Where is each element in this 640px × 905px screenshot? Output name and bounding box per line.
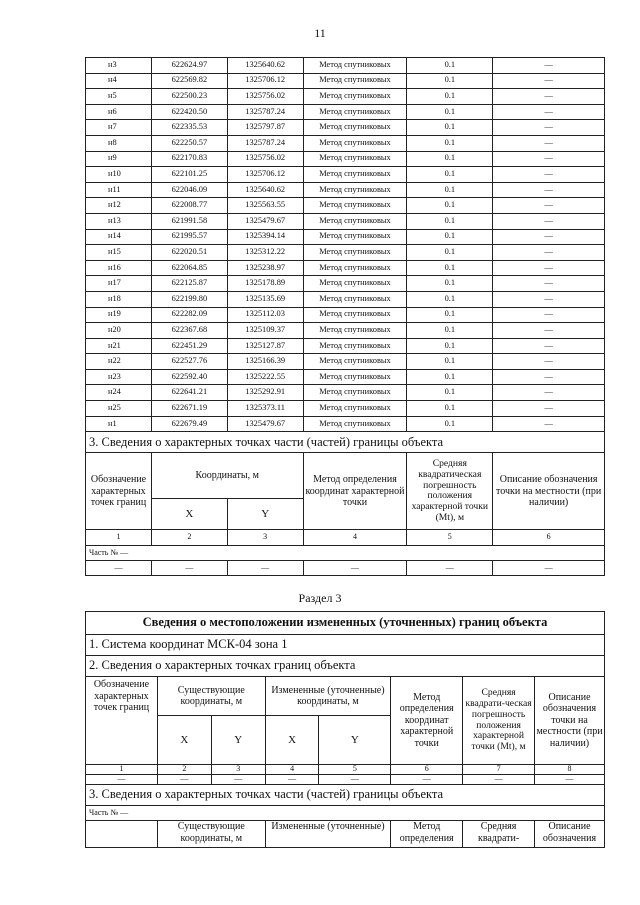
t2-partial-header-description: Описание обозначения (535, 821, 605, 848)
t2-header-y-existing: Y (211, 716, 265, 765)
cell-description: — (493, 369, 605, 385)
cell-accuracy: 0.1 (407, 338, 493, 354)
cell-coord-x: 622641.21 (151, 385, 227, 401)
cell-description: — (493, 120, 605, 136)
coordinates-table (85, 57, 605, 576)
table-row (86, 104, 605, 120)
cell-coord-x: 622064.85 (151, 260, 227, 276)
cell-description: — (493, 58, 605, 74)
cell-method: Метод спутниковых (303, 229, 407, 245)
table-row (86, 354, 605, 370)
cell-accuracy: 0.1 (407, 276, 493, 292)
index-cell: 3 (211, 765, 265, 775)
table2-title: Сведения о местоположении измененных (уточненных) границ объекта (86, 612, 605, 635)
cell-description: — (493, 291, 605, 307)
table-row (86, 167, 605, 183)
cell-point-id: н15 (86, 245, 152, 261)
cell-coord-y: 1325640.62 (227, 182, 303, 198)
t2-header-existing: Существующие координаты, м (157, 677, 265, 716)
cell-accuracy: 0.1 (407, 401, 493, 417)
cell-method: Метод спутниковых (303, 401, 407, 417)
empty-cell: — (319, 775, 391, 785)
t2-partial-header-designation (86, 821, 158, 848)
index-cell: 5 (319, 765, 391, 775)
table-row (86, 369, 605, 385)
page-number: 11 (314, 26, 326, 40)
cell-point-id: н4 (86, 73, 152, 89)
index-cell: 5 (407, 530, 493, 546)
cell-point-id: н24 (86, 385, 152, 401)
table-row (86, 89, 605, 105)
cell-point-id: н20 (86, 323, 152, 339)
t2-part-label: Часть № — (86, 806, 605, 821)
coordinates-table-body (86, 58, 605, 432)
table-row (86, 323, 605, 339)
empty-cell: — (86, 560, 152, 576)
header-method: Метод определения координат характерной точки (303, 453, 407, 530)
index-cell: 4 (265, 765, 319, 775)
cell-description: — (493, 198, 605, 214)
cell-point-id: н17 (86, 276, 152, 292)
table-row (86, 198, 605, 214)
cell-point-id: н5 (86, 89, 152, 105)
cell-description: — (493, 401, 605, 417)
cell-accuracy: 0.1 (407, 307, 493, 323)
cell-point-id: н10 (86, 167, 152, 183)
index-cell: 4 (303, 530, 407, 546)
table-row (86, 307, 605, 323)
cell-point-id: н12 (86, 198, 152, 214)
cell-coord-y: 1325109.37 (227, 323, 303, 339)
cell-coord-y: 1325238.97 (227, 260, 303, 276)
cell-method: Метод спутниковых (303, 245, 407, 261)
cell-coord-x: 622101.25 (151, 167, 227, 183)
cell-method: Метод спутниковых (303, 198, 407, 214)
table-row (86, 260, 605, 276)
t2-header-x-existing: X (157, 716, 211, 765)
table-row (86, 58, 605, 74)
cell-point-id: н8 (86, 135, 152, 151)
t2-partial-header-method: Метод определения (391, 821, 463, 848)
cell-method: Метод спутниковых (303, 416, 407, 432)
cell-point-id: н7 (86, 120, 152, 136)
header-x: X (151, 499, 227, 530)
index-cell: 7 (463, 765, 535, 775)
cell-method: Метод спутниковых (303, 307, 407, 323)
cell-coord-x: 622592.40 (151, 369, 227, 385)
index-cell: 2 (157, 765, 211, 775)
cell-method: Метод спутниковых (303, 369, 407, 385)
cell-method: Метод спутниковых (303, 89, 407, 105)
cell-description: — (493, 354, 605, 370)
table2-section2: 2. Сведения о характерных точках границ объекта (86, 656, 605, 677)
cell-description: — (493, 213, 605, 229)
header-coordinates: Координаты, м (151, 453, 303, 499)
t2-index-row (86, 765, 605, 775)
empty-cell: — (535, 775, 605, 785)
empty-cell: — (151, 560, 227, 576)
cell-coord-y: 1325373.11 (227, 401, 303, 417)
cell-coord-x: 622679.49 (151, 416, 227, 432)
cell-description: — (493, 135, 605, 151)
table-row (86, 416, 605, 432)
cell-point-id: н3 (86, 58, 152, 74)
t2-partial-header-changed: Измененные (уточненные) (265, 821, 391, 848)
cell-accuracy: 0.1 (407, 385, 493, 401)
empty-cell: — (265, 775, 319, 785)
cell-method: Метод спутниковых (303, 151, 407, 167)
cell-accuracy: 0.1 (407, 369, 493, 385)
table-row (86, 151, 605, 167)
cell-accuracy: 0.1 (407, 89, 493, 105)
cell-coord-y: 1325640.62 (227, 58, 303, 74)
cell-coord-x: 622671.19 (151, 401, 227, 417)
cell-method: Метод спутниковых (303, 213, 407, 229)
cell-method: Метод спутниковых (303, 323, 407, 339)
cell-coord-y: 1325394.14 (227, 229, 303, 245)
cell-description: — (493, 182, 605, 198)
cell-coord-x: 622569.82 (151, 73, 227, 89)
header-y: Y (227, 499, 303, 530)
t2-header-changed: Измененные (уточненные) координаты, м (265, 677, 391, 716)
cell-description: — (493, 245, 605, 261)
cell-description: — (493, 338, 605, 354)
t2-header-accuracy: Средняя квадрати-ческая погрешность положения характерной точки (Mt), м (463, 677, 535, 765)
cell-description: — (493, 229, 605, 245)
cell-accuracy: 0.1 (407, 73, 493, 89)
empty-cell: — (157, 775, 211, 785)
cell-coord-y: 1325563.55 (227, 198, 303, 214)
header-accuracy: Средняя квадратическая погрешность положения характерной точки (Mt), м (407, 453, 493, 530)
cell-coord-x: 621995.57 (151, 229, 227, 245)
cell-description: — (493, 151, 605, 167)
cell-coord-y: 1325222.55 (227, 369, 303, 385)
empty-cell: — (211, 775, 265, 785)
cell-coord-x: 622199.80 (151, 291, 227, 307)
cell-coord-x: 622527.76 (151, 354, 227, 370)
cell-coord-x: 622282.09 (151, 307, 227, 323)
table-row (86, 385, 605, 401)
index-cell: 6 (391, 765, 463, 775)
cell-description: — (493, 385, 605, 401)
cell-accuracy: 0.1 (407, 198, 493, 214)
cell-coord-x: 622008.77 (151, 198, 227, 214)
cell-coord-x: 622420.50 (151, 104, 227, 120)
table-row (86, 245, 605, 261)
table-row (86, 276, 605, 292)
cell-accuracy: 0.1 (407, 135, 493, 151)
cell-point-id: н6 (86, 104, 152, 120)
cell-coord-y: 1325756.02 (227, 151, 303, 167)
index-cell: 1 (86, 765, 158, 775)
empty-cell: — (391, 775, 463, 785)
cell-coord-x: 621991.58 (151, 213, 227, 229)
cell-accuracy: 0.1 (407, 120, 493, 136)
cell-coord-y: 1325479.67 (227, 416, 303, 432)
table-row (86, 213, 605, 229)
cell-accuracy: 0.1 (407, 260, 493, 276)
t2-empty-row (86, 775, 605, 785)
t2-partial-header-accuracy: Средняя квадрати- (463, 821, 535, 848)
cell-point-id: н18 (86, 291, 152, 307)
empty-cell: — (227, 560, 303, 576)
cell-description: — (493, 416, 605, 432)
cell-accuracy: 0.1 (407, 58, 493, 74)
cell-coord-x: 622500.23 (151, 89, 227, 105)
t2-partial-header-existing: Существующие координаты, м (157, 821, 265, 848)
cell-accuracy: 0.1 (407, 229, 493, 245)
index-cell: 3 (227, 530, 303, 546)
cell-description: — (493, 73, 605, 89)
changed-boundaries-table (85, 611, 605, 848)
empty-cell: — (303, 560, 407, 576)
cell-method: Метод спутниковых (303, 291, 407, 307)
cell-method: Метод спутниковых (303, 104, 407, 120)
cell-method: Метод спутниковых (303, 167, 407, 183)
cell-method: Метод спутниковых (303, 385, 407, 401)
cell-accuracy: 0.1 (407, 245, 493, 261)
table-row (86, 73, 605, 89)
cell-coord-y: 1325135.69 (227, 291, 303, 307)
cell-description: — (493, 307, 605, 323)
cell-description: — (493, 260, 605, 276)
table-row (86, 182, 605, 198)
cell-coord-x: 622624.97 (151, 58, 227, 74)
cell-coord-y: 1325178.89 (227, 276, 303, 292)
empty-cell: — (407, 560, 493, 576)
empty-cell: — (493, 560, 605, 576)
cell-point-id: н19 (86, 307, 152, 323)
cell-coord-x: 622335.53 (151, 120, 227, 136)
cell-coord-y: 1325292.91 (227, 385, 303, 401)
cell-point-id: н25 (86, 401, 152, 417)
part-label: Часть № — (86, 545, 605, 560)
cell-method: Метод спутниковых (303, 338, 407, 354)
cell-description: — (493, 104, 605, 120)
cell-accuracy: 0.1 (407, 323, 493, 339)
cell-coord-y: 1325479.67 (227, 213, 303, 229)
cell-method: Метод спутниковых (303, 354, 407, 370)
t2-header-method: Метод определения координат характерной точки (391, 677, 463, 765)
cell-point-id: н23 (86, 369, 152, 385)
header-designation: Обозначение характерных точек границ (86, 453, 152, 530)
cell-point-id: н13 (86, 213, 152, 229)
cell-point-id: н16 (86, 260, 152, 276)
cell-method: Метод спутниковых (303, 182, 407, 198)
index-cell: 6 (493, 530, 605, 546)
table2-section1: 1. Система координат МСК-04 зона 1 (86, 635, 605, 656)
t2-header-description: Описание обозначения точки на местности (при наличии) (535, 677, 605, 765)
cell-point-id: н1 (86, 416, 152, 432)
cell-point-id: н21 (86, 338, 152, 354)
cell-coord-y: 1325312.22 (227, 245, 303, 261)
cell-coord-y: 1325112.03 (227, 307, 303, 323)
cell-accuracy: 0.1 (407, 291, 493, 307)
cell-method: Метод спутниковых (303, 135, 407, 151)
cell-method: Метод спутниковых (303, 260, 407, 276)
cell-description: — (493, 323, 605, 339)
empty-cell: — (86, 775, 158, 785)
table-row (86, 229, 605, 245)
cell-coord-x: 622125.87 (151, 276, 227, 292)
cell-accuracy: 0.1 (407, 213, 493, 229)
cell-coord-y: 1325797.87 (227, 120, 303, 136)
cell-accuracy: 0.1 (407, 416, 493, 432)
cell-coord-x: 622367.68 (151, 323, 227, 339)
table-row (86, 401, 605, 417)
header-description: Описание обозначения точки на местности (при наличии) (493, 453, 605, 530)
cell-description: — (493, 89, 605, 105)
cell-accuracy: 0.1 (407, 104, 493, 120)
cell-coord-y: 1325706.12 (227, 167, 303, 183)
table-row (86, 338, 605, 354)
cell-coord-y: 1325706.12 (227, 73, 303, 89)
cell-coord-y: 1325787.24 (227, 104, 303, 120)
cell-point-id: н11 (86, 182, 152, 198)
cell-point-id: н14 (86, 229, 152, 245)
cell-description: — (493, 167, 605, 183)
cell-description: — (493, 276, 605, 292)
empty-row (86, 560, 605, 576)
cell-coord-x: 622451.29 (151, 338, 227, 354)
cell-point-id: н22 (86, 354, 152, 370)
cell-method: Метод спутниковых (303, 120, 407, 136)
cell-coord-x: 622046.09 (151, 182, 227, 198)
cell-coord-y: 1325756.02 (227, 89, 303, 105)
cell-accuracy: 0.1 (407, 182, 493, 198)
table2-section3: 3. Сведения о характерных точках части (частей) границы объекта (86, 785, 605, 806)
cell-accuracy: 0.1 (407, 354, 493, 370)
cell-accuracy: 0.1 (407, 151, 493, 167)
section3-title: 3. Сведения о характерных точках части (частей) границы объекта (86, 432, 605, 453)
cell-accuracy: 0.1 (407, 167, 493, 183)
cell-coord-y: 1325166.39 (227, 354, 303, 370)
cell-coord-y: 1325787.24 (227, 135, 303, 151)
cell-point-id: н9 (86, 151, 152, 167)
cell-coord-x: 622020.51 (151, 245, 227, 261)
index-row (86, 530, 605, 546)
table-row (86, 120, 605, 136)
cell-method: Метод спутниковых (303, 276, 407, 292)
cell-coord-y: 1325127.87 (227, 338, 303, 354)
cell-coord-x: 622170.83 (151, 151, 227, 167)
cell-method: Метод спутниковых (303, 73, 407, 89)
empty-cell: — (463, 775, 535, 785)
t2-header-x-changed: X (265, 716, 319, 765)
table-row (86, 291, 605, 307)
t2-header-y-changed: Y (319, 716, 391, 765)
index-cell: 2 (151, 530, 227, 546)
cell-method: Метод спутниковых (303, 58, 407, 74)
index-cell: 8 (535, 765, 605, 775)
t2-header-designation: Обозначение характерных точек границ (86, 677, 158, 765)
section-heading: Раздел 3 (298, 591, 342, 605)
cell-coord-x: 622250.57 (151, 135, 227, 151)
index-cell: 1 (86, 530, 152, 546)
table-row (86, 135, 605, 151)
